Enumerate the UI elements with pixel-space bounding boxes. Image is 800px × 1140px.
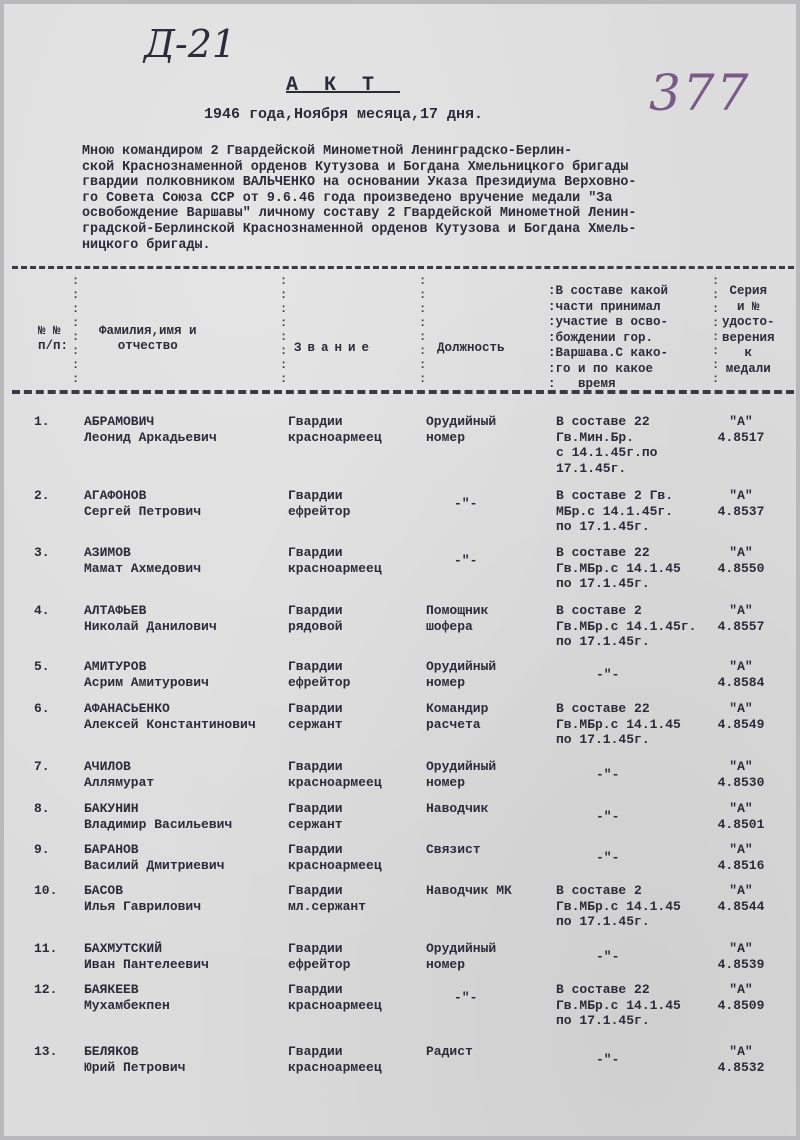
row-unit: В составе 22 Гв.МБр.с 14.1.45 по 17.1.45г.	[556, 701, 681, 747]
row-full-name: АМИТУРОВ Асрим Амитурович	[84, 659, 209, 690]
row-position: -"-	[454, 496, 478, 511]
row-rank: Гвардии ефрейтор	[288, 659, 351, 690]
row-rank: Гвардии мл.сержант	[288, 883, 367, 914]
row-full-name: БАХМУТСКИЙ Иван Пантелеевич	[84, 941, 209, 972]
row-unit: В составе 22 Гв.Мин.Бр. с 14.1.45г.по 17.1.45г.	[556, 414, 658, 476]
row-medal-certificate: "А" 4.8517	[717, 414, 765, 445]
archive-code-handwritten: Д-21	[144, 22, 237, 66]
document-title: АКТ	[286, 74, 401, 97]
row-full-name: АЧИЛОВ Аллямурат	[84, 759, 155, 790]
document-date: 1946 года,Ноября месяца,17 дня.	[204, 106, 484, 123]
row-number: 2.	[34, 488, 50, 503]
row-position: -"-	[454, 553, 478, 568]
column-separator: : : : : : : : :	[280, 274, 288, 386]
row-medal-certificate: "А" 4.8539	[717, 941, 765, 972]
row-number: 10.	[34, 883, 58, 898]
header-medal: Серия и № удосто- верения к медали	[722, 284, 775, 376]
header-name: Фамилия,имя и отчество	[99, 324, 197, 353]
row-unit: В составе 2 Гв. МБр.с 14.1.45г. по 17.1.45г.	[556, 488, 674, 534]
row-full-name: АБРАМОВИЧ Леонид Аркадьевич	[84, 414, 217, 445]
row-unit: -"-	[596, 850, 620, 865]
document-page	[4, 4, 796, 1136]
row-rank: Гвардии красноармеец	[288, 1044, 382, 1075]
row-full-name: БАСОВ Илья Гаврилович	[84, 883, 202, 914]
row-full-name: БАКУНИН Владимир Васильевич	[84, 801, 233, 832]
row-unit: В составе 2 Гв.МБр.с 14.1.45г. по 17.1.45г.	[556, 603, 697, 649]
row-number: 7.	[34, 759, 50, 774]
row-number: 1.	[34, 414, 50, 429]
row-number: 8.	[34, 801, 50, 816]
row-full-name: БАЯКЕЕВ Мухамбекпен	[84, 982, 170, 1013]
sheet-number-handwritten: 377	[649, 64, 751, 122]
intro-paragraph: Мною командиром 2 Гвардейской Минометной Ленинградско-Берлин- ской Краснознаменной орденов Кутузова и Богдана Хмельницкого бригады гвардии полковником ВАЛЬЧЕНКО на основании Указа Президиума Верховно- го Совета Союза ССР от 9.6.46 года произведено вручение медали "За освобождение Варшавы" личному составу 2 Гвардейской Минометной Ленин- градской-Берлинской Краснознаменной орденов Кутузова и Богдана Хмель- ницкого бригады.	[82, 144, 637, 253]
row-unit: -"-	[596, 809, 620, 824]
row-full-name: АГАФОНОВ Сергей Петрович	[84, 488, 202, 519]
header-number: № № п/п:	[38, 324, 69, 353]
row-position: Радист	[426, 1044, 473, 1059]
row-medal-certificate: "А" 4.8549	[717, 701, 765, 732]
row-medal-certificate: "А" 4.8509	[717, 982, 765, 1013]
row-position: Связист	[426, 842, 481, 857]
column-separator: : : : : : : : :	[419, 274, 427, 386]
row-rank: Гвардии красноармеец	[288, 982, 382, 1013]
header-rank: Звание	[294, 341, 376, 355]
row-unit: В составе 22 Гв.МБр.с 14.1.45 по 17.1.45г.	[556, 982, 681, 1028]
column-separator: : : : : : : : :	[72, 274, 80, 386]
header-unit: :В составе какой :части принимал :участие в осво- :бождении гор. :Варшава.С како- :го и по какое : время	[548, 284, 669, 391]
row-rank: Гвардии красноармеец	[288, 414, 382, 445]
row-unit: -"-	[596, 667, 620, 682]
row-medal-certificate: "А" 4.8530	[717, 759, 765, 790]
row-medal-certificate: "А" 4.8537	[717, 488, 765, 519]
row-number: 11.	[34, 941, 58, 956]
row-medal-certificate: "А" 4.8544	[717, 883, 765, 914]
row-full-name: БЕЛЯКОВ Юрий Петрович	[84, 1044, 186, 1075]
row-number: 4.	[34, 603, 50, 618]
row-number: 6.	[34, 701, 50, 716]
row-medal-certificate: "А" 4.8550	[717, 545, 765, 576]
row-position: Помощник шофера	[426, 603, 489, 634]
row-medal-certificate: "А" 4.8516	[717, 842, 765, 873]
row-rank: Гвардии красноармеец	[288, 545, 382, 576]
row-number: 12.	[34, 982, 58, 997]
table-header-divider	[12, 390, 794, 394]
row-rank: Гвардии сержант	[288, 701, 343, 732]
row-rank: Гвардии ефрейтор	[288, 488, 351, 519]
row-unit: -"-	[596, 949, 620, 964]
row-rank: Гвардии красноармеец	[288, 759, 382, 790]
row-full-name: АЗИМОВ Мамат Ахмедович	[84, 545, 202, 576]
row-medal-certificate: "А" 4.8532	[717, 1044, 765, 1075]
row-position: Орудийный номер	[426, 941, 497, 972]
table-top-divider	[12, 266, 794, 269]
row-number: 5.	[34, 659, 50, 674]
row-position: Наводчик МК	[426, 883, 512, 898]
row-unit: В составе 22 Гв.МБр.с 14.1.45 по 17.1.45г.	[556, 545, 681, 591]
row-rank: Гвардии сержант	[288, 801, 343, 832]
row-position: Орудийный номер	[426, 414, 497, 445]
row-full-name: БАРАНОВ Василий Дмитриевич	[84, 842, 225, 873]
row-medal-certificate: "А" 4.8501	[717, 801, 765, 832]
row-number: 13.	[34, 1044, 58, 1059]
row-position: Орудийный номер	[426, 659, 497, 690]
row-rank: Гвардии ефрейтор	[288, 941, 351, 972]
row-medal-certificate: "А" 4.8557	[717, 603, 765, 634]
header-position: Должность	[437, 341, 505, 355]
row-position: Орудийный номер	[426, 759, 497, 790]
row-unit: -"-	[596, 767, 620, 782]
row-number: 3.	[34, 545, 50, 560]
row-full-name: АФАНАСЬЕНКО Алексей Константинович	[84, 701, 256, 732]
row-full-name: АЛТАФЬЕВ Николай Данилович	[84, 603, 217, 634]
row-rank: Гвардии красноармеец	[288, 842, 382, 873]
row-rank: Гвардии рядовой	[288, 603, 343, 634]
row-position: Командир расчета	[426, 701, 489, 732]
row-number: 9.	[34, 842, 50, 857]
row-unit: В составе 2 Гв.МБр.с 14.1.45 по 17.1.45г.	[556, 883, 681, 929]
column-separator: : : : : : : : :	[712, 274, 720, 386]
row-position: -"-	[454, 990, 478, 1005]
row-unit: -"-	[596, 1052, 620, 1067]
row-medal-certificate: "А" 4.8584	[717, 659, 765, 690]
row-position: Наводчик	[426, 801, 489, 816]
